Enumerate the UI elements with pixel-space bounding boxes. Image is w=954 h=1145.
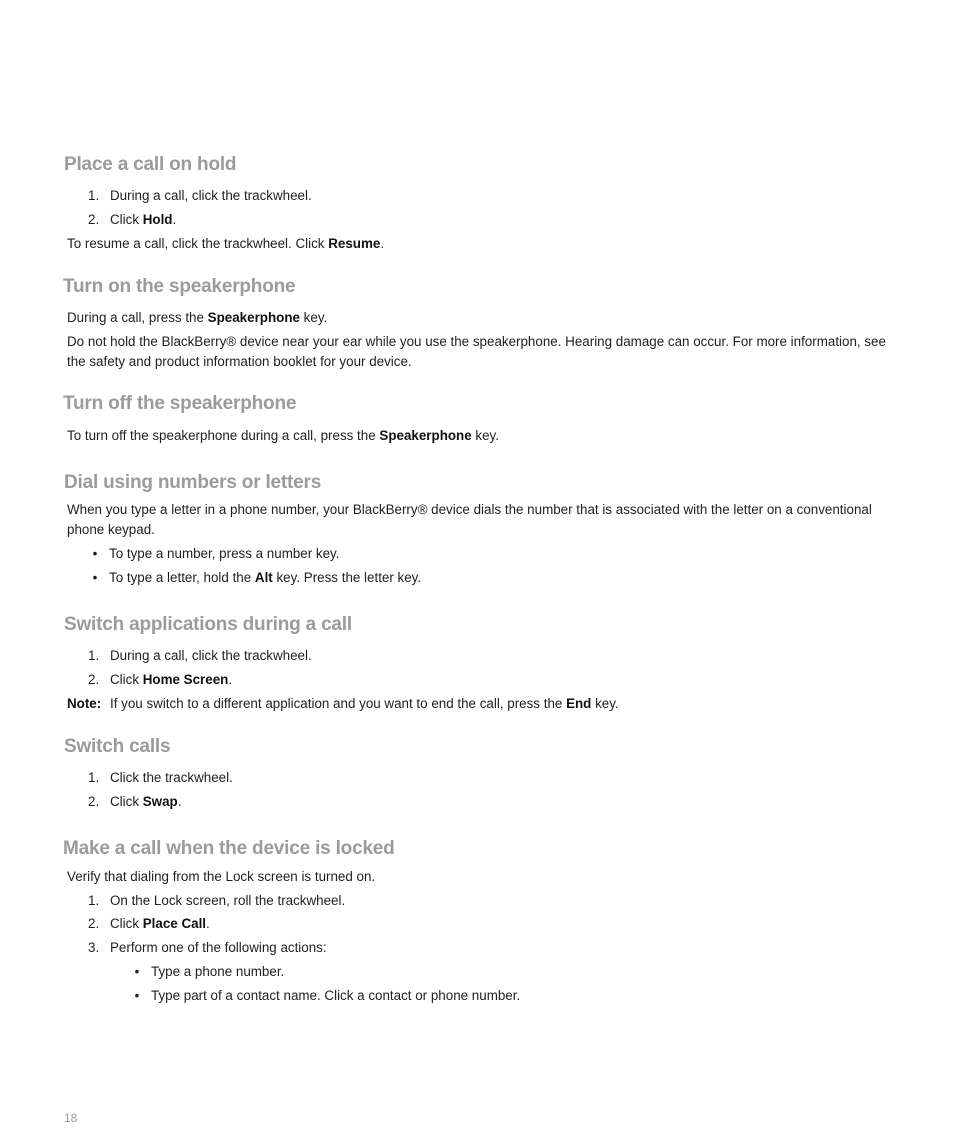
step-text: Click Home Screen. <box>110 672 233 687</box>
step-text: On the Lock screen, roll the trackwheel. <box>110 893 346 908</box>
heading-call-when-locked: Make a call when the device is locked <box>63 838 395 859</box>
heading-place-call-on-hold: Place a call on hold <box>64 154 237 175</box>
list-number: 1. <box>88 648 100 663</box>
list-number: 1. <box>88 188 100 203</box>
bullet-text: Type a phone number. <box>151 964 285 979</box>
resume-paragraph: To resume a call, click the trackwheel. Click Resume. <box>67 236 385 251</box>
step-text: Click the trackwheel. <box>110 770 233 785</box>
bullet-marker: • <box>92 570 98 585</box>
step-text: Click Swap. <box>110 794 182 809</box>
list-number: 1. <box>88 770 100 785</box>
list-number: 2. <box>88 672 100 687</box>
page-number: 18 <box>64 1111 78 1125</box>
step-text: During a call, click the trackwheel. <box>110 648 312 663</box>
heading-dial-numbers-letters: Dial using numbers or letters <box>64 472 322 493</box>
list-number: 2. <box>88 916 100 931</box>
bullet-text: To type a letter, hold the Alt key. Press the letter key. <box>109 570 422 585</box>
heading-turn-off-speakerphone: Turn off the speakerphone <box>63 393 297 414</box>
step-text: Click Place Call. <box>110 916 210 931</box>
step-text: Perform one of the following actions: <box>110 940 327 955</box>
bullet-marker: • <box>92 546 98 561</box>
bullet-marker: • <box>134 964 140 979</box>
bullet-marker: • <box>134 988 140 1003</box>
step-text: During a call, click the trackwheel. <box>110 188 312 203</box>
bullet-text: To type a number, press a number key. <box>109 546 340 561</box>
list-number: 2. <box>88 212 100 227</box>
speakerphone-off-paragraph: To turn off the speakerphone during a call, press the Speakerphone key. <box>67 428 499 443</box>
list-number: 3. <box>88 940 100 955</box>
note-label: Note: <box>67 696 102 711</box>
list-number: 1. <box>88 893 100 908</box>
dial-intro-paragraph: When you type a letter in a phone number, your BlackBerry® device dials the number that is associated with the letter on a conventional phone keypad. <box>67 502 872 537</box>
list-number: 2. <box>88 794 100 809</box>
note-text: If you switch to a different application and you want to end the call, press the End key. <box>110 696 619 711</box>
heading-switch-calls: Switch calls <box>64 736 171 757</box>
locked-intro-paragraph: Verify that dialing from the Lock screen is turned on. <box>67 869 376 884</box>
bullet-text: Type part of a contact name. Click a contact or phone number. <box>151 988 521 1003</box>
hearing-warning-paragraph: Do not hold the BlackBerry® device near your ear while you use the speakerphone. Hearing damage can occur. For more information, see the safety and product information booklet for your device. <box>67 334 886 369</box>
heading-switch-applications: Switch applications during a call <box>64 614 352 635</box>
step-text: Click Hold. <box>110 212 177 227</box>
heading-turn-on-speakerphone: Turn on the speakerphone <box>63 276 296 297</box>
speakerphone-on-paragraph: During a call, press the Speakerphone key. <box>67 310 328 325</box>
